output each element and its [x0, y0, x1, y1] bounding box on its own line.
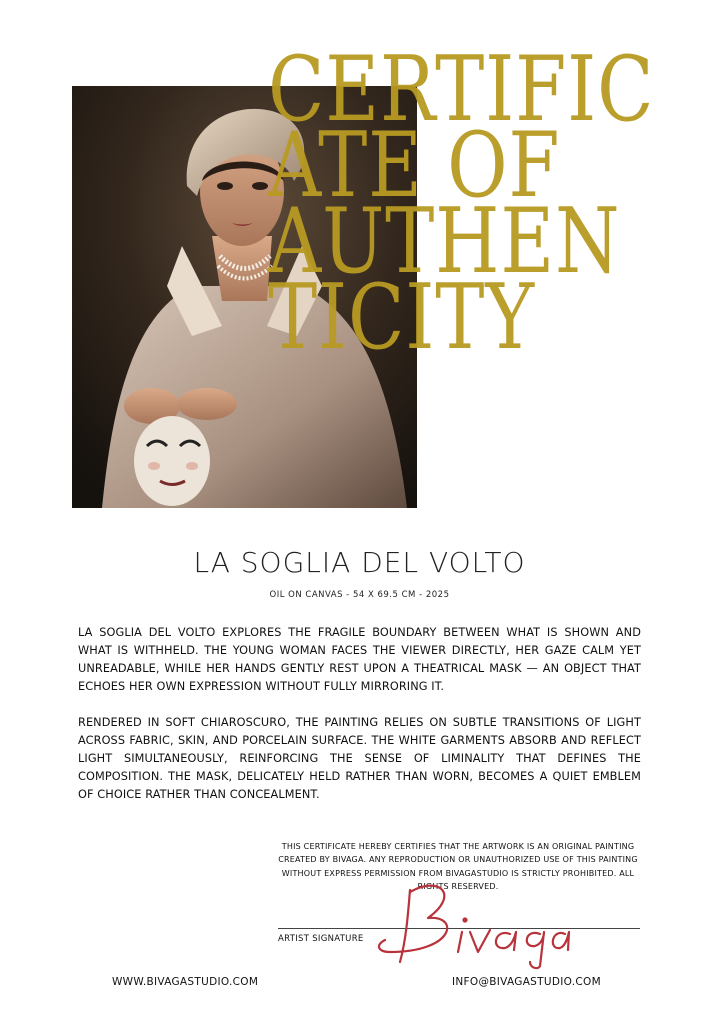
certificate-title-line: CERTIFIC	[268, 37, 655, 142]
certification-statement: THIS CERTIFICATE HEREBY CERTIFIES THAT THE ARTWORK IS AN ORIGINAL PAINTING CREATED BY BIVAGA. ANY REPRODUCTION OR UNAUTHORIZED USE OF THIS PAINTING WITHOUT EXPRESS PERMISSION FROM BIVAGASTUDIO IS STRICTLY PROHIBITED. ALL RIGHTS RESERVED.	[278, 842, 638, 891]
certificate-title-line: AUTHEN	[268, 189, 621, 294]
artwork-description-paragraph: LA SOGLIA DEL VOLTO EXPLORES THE FRAGILE BOUNDARY BETWEEN WHAT IS SHOWN AND WHAT IS WITHHELD. THE YOUNG WOMAN FACES THE VIEWER DIRECTLY, HER GAZE CALM YET UNREADABLE, WHILE HER HANDS GENTLY REST UPON A THEATRICAL MASK — AN OBJECT THAT ECHOES HER OWN EXPRESSION WITHOUT FULLY MIRRORING IT.	[78, 626, 641, 693]
artwork-description-paragraph: RENDERED IN SOFT CHIAROSCURO, THE PAINTING RELIES ON SUBTLE TRANSITIONS OF LIGHT ACROSS FABRIC, SKIN, AND PORCELAIN SURFACE. THE WHITE GARMENTS ABSORB AND REFLECT LIGHT SIMULTANEOUSLY, REINFORCING THE SENSE OF LIMINALITY THAT DEFINES THE COMPOSITION. THE MASK, DELICATELY HELD RATHER THAN WORN, BECOMES A QUIET EMBLEM OF CHOICE RATHER THAN CONCEALMENT.	[78, 716, 641, 801]
artist-signature	[370, 870, 570, 974]
artwork-meta: OIL ON CANVAS - 54 X 69.5 CM - 2025	[269, 590, 450, 600]
artwork-title: LA SOGLIA DEL VOLTO	[193, 546, 526, 579]
email-link[interactable]: INFO@BIVAGASTUDIO.COM	[452, 976, 601, 988]
certificate-title-line: TICITY	[268, 265, 535, 370]
certificate-title	[268, 37, 655, 370]
signature-label: ARTIST SIGNATURE	[278, 934, 364, 944]
website-link[interactable]: WWW.BIVAGASTUDIO.COM	[112, 976, 259, 988]
certificate-title-line: ATE OF	[268, 113, 561, 218]
